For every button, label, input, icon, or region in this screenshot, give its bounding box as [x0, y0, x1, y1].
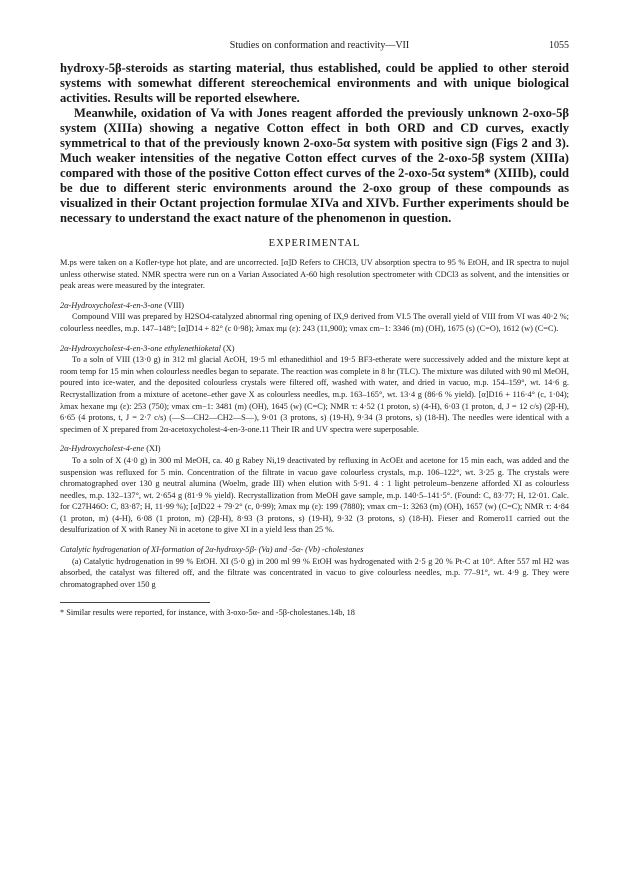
compound-procedure: To a soln of VIII (13·0 g) in 312 ml glacial AcOH, 19·5 ml ethanedithiol and 19·5 BF3-etherate were successively added and the mixture kept at room temp for 15 min when colourless needles began to separate. The reaction was complete in 8 hr (TLC). The mixture was diluted with 90 ml MeOH, poured into ice-water, and the deposited colourless crystals were filtered off, washed with water, and dried in vacuo, m.p. 154–159°, wt. 14·6 g. Recrystallization from a mixture of acetone–ether gave X as colourless needles, m.p. 163–165°, wt. 13·4 g (86·6 % yield). [α]D16 + 116·4° (c, 1·04); λmax hexane mμ (ε): 253 (750); νmax cm−1: 3481 (m) (OH), 1645 (w) (C=C); NMR τ: 4·52 (1 proton, s) (4-H), 6·03 (1 proton, d, J = 12 c/s) (2β-H), 6·65 (4 protons, t, J = 2·7 c/s) (—S—CH2—CH2—S—), 9·01 (3 protons, s) (19-H), 9·34 (3 protons, s) (18-H). The needles were identical with a specimen of X prepared from 2α-acetoxycholest-4-en-3-one.11 Their IR and UV spectra were superposable. [60, 355, 569, 434]
compound-heading [60, 300, 569, 312]
compound-name: 2α-Hydroxycholest-4-en-3-one [60, 300, 163, 310]
compound-number: (VIII) [162, 300, 185, 310]
compound-name: 2α-Hydroxycholest-4-en-3-one ethylenethioketal [60, 343, 221, 353]
section-heading: EXPERIMENTAL [268, 238, 361, 249]
page-number: 1055 [549, 40, 569, 51]
compound-heading [60, 443, 569, 455]
compound-number: (X) [220, 343, 235, 353]
discussion-text [60, 61, 569, 226]
paragraph: hydroxy-5β-steroids as starting material, thus established, could be applied to other steroid systems with somewhat different stereochemical environments and with unique biological activities. Results will be reported elsewhere. [60, 61, 569, 105]
paragraph: Meanwhile, oxidation of Va with Jones reagent afforded the previously unknown 2-oxo-5β system (XIIIa) showing a negative Cotton effect in both ORD and CD curves, exactly symmetrical to that of the previously known 2-oxo-5α system with positive sign (Figs 2 and 3). Much weaker intensities of the negative Cotton effect curves of the 2-oxo-5β system (XIIIa) compared with those of the positive Cotton effect curves of the 2-oxo-5α system* (XIIIb), could be due to different steric environments around the 2-oxo group of these compounds as visualized in their Octant projection formulae XIVa and XIVb. Further experiments should be necessary to understand the exact nature of the phenomenon in question. [60, 106, 569, 225]
compound-number: (XI) [144, 444, 161, 454]
footnote: * Similar results were reported, for instance, with 3-oxo-5α- and -5β-cholestanes.14b, 18 [60, 608, 355, 618]
compound-procedure: To a soln of X (4·0 g) in 300 ml MeOH, ca. 40 g Rabey Ni,19 deactivated by refluxing in AcOEt and acetone for 15 min each, was added and the suspension was refluxed for 5 min. Concentration of the filtrate in vacuo gave colourless crystals, m.p. 106–122°, wt. 3·25 g. The crystals were chromatographed over 130 g neutral alumina (Woelm, grade III) when elution with 5·91. 4 : 1 light petroleum–benzene afforded XI as colourless needles, m.p. 132–137°, wt. 2·654 g (81·9 % yield). Recrystallization from MeOH gave sample, m.p. 140·5–141·5°. (Found: C, 83·77; H, 12·01. Calc. for C27H46O: C, 83·87; H, 11·99 %); [α]D22 + 79·2° (c, 0·99); λmax mμ (ε): 199 (7880); νmax cm−1: 3263 (m) (OH), 1657 (w) (C=C); NMR τ: 4·84 (1 proton, m) (4-H), 6·08 (1 proton, m) (2β-H), 8·93 (3 protons, s) (19-H), 9·32 (3 protons, s) (18-H). Fieser and Romero11 carried out the desulfurization of X with Raney Ni in acetone to give XI in a yield less than 25 %. [60, 455, 569, 535]
running-head-title: Studies on conformation and reactivity—VII [229, 40, 410, 51]
footnote-rule [60, 602, 210, 603]
general-methods: M.ps were taken on a Kofler-type hot plate, and are uncorrected. [α]D Refers to CHCl3, UV absorption spectra to 95 % EtOH, and IR spectra to nujol unless otherwise stated. NMR spectra were run on a Varian Associated A-60 high resolution spectrometer with CDCl3 as solvent, and the intensities or peak areas were measured by the integrater. [60, 258, 569, 291]
compound-heading [60, 343, 569, 355]
running-head [60, 40, 569, 51]
experimental-section [60, 257, 569, 590]
compound-heading [60, 544, 569, 556]
compound-procedure: Compound VIII was prepared by H2SO4-catalyzed abnormal ring opening of IX,9 derived from VI.5 The overall yield of VIII from VI was 40·2 %; colourless needles, m.p. 147–148°; [α]D14 + 82° (c 0·98); λmax mμ (ε): 243 (11,900); νmax cm−1: 3346 (m) (OH), 1675 (s) (C=O), 1612 (w) (C=C). [60, 312, 569, 333]
compound-name: 2α-Hydroxycholest-4-ene [60, 444, 145, 454]
compound-procedure: (a) Catalytic hydrogenation in 99 % EtOH. XI (5·0 g) in 200 ml 99 % EtOH was hydrogenated with 2·5 g 20 % Pt-C at 10°. After 557 ml H2 was absorbed, the catalyst was filtered off, and the filtrate was concentrated in vacuo to give colourless needles, m.p. 77–91°, wt. 4·9 g. They were chromatographed over 150 g [60, 556, 569, 589]
compound-name: Catalytic hydrogenation of XI-formation of 2α-hydroxy-5β- (Va) and -5α- (Vb) -cholestanes [60, 545, 364, 555]
